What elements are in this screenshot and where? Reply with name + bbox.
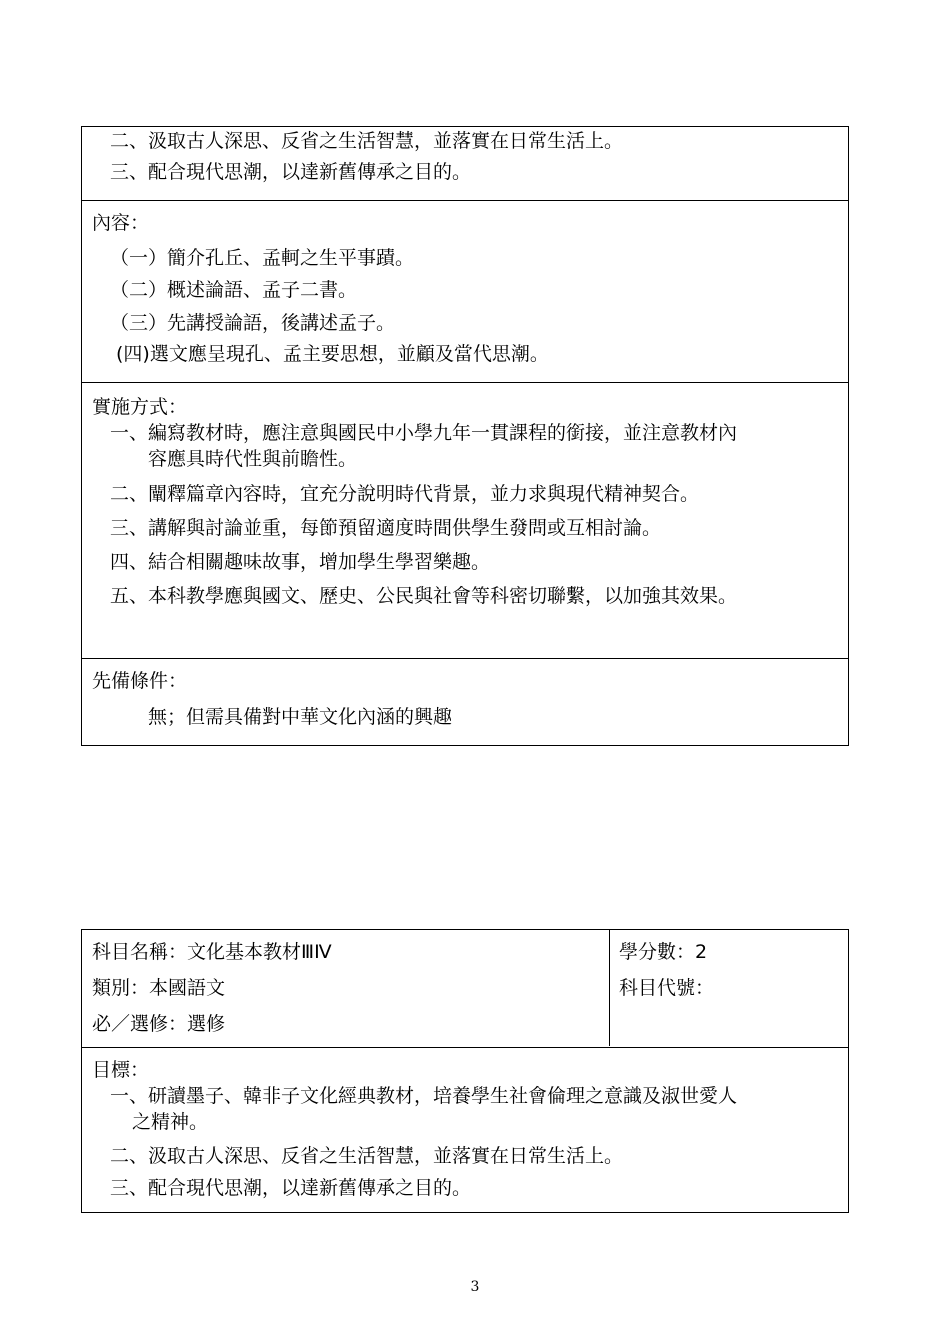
goals-section [82, 1047, 848, 1212]
implementation-item: 四、結合相關趣味故事，增加學生學習樂趣。 [110, 551, 491, 573]
implementation-label: 實施方式： [92, 396, 188, 418]
implementation-item: 二、闡釋篇章內容時，宜充分說明時代背景，並力求與現代精神契合。 [110, 483, 700, 505]
subject-name: 科目名稱：文化基本教材ⅢⅣ [92, 941, 332, 963]
subject-required: 必／選修：選修 [92, 1013, 226, 1035]
subject-header-section [82, 930, 848, 1047]
subject-category: 類別：本國語文 [92, 977, 226, 999]
goal-item-1: 一、研讀墨子、韓非子文化經典教材，培養學生社會倫理之意識及淑世愛人 [110, 1085, 738, 1107]
content-label: 內容： [92, 212, 150, 234]
course-outline-table-bottom [81, 929, 849, 1213]
subject-code: 科目代號： [619, 977, 715, 999]
content-item: (四)選文應呈現孔、孟主要思想，並顧及當代思潮。 [116, 343, 549, 365]
goal-item-3: 三、配合現代思潮，以達新舊傳承之目的。 [110, 1177, 472, 1199]
subject-credits: 學分數：2 [619, 941, 708, 963]
content-item: （三）先講授論語，後講述孟子。 [110, 312, 396, 334]
prerequisite-section [82, 658, 848, 745]
implementation-item: 五、本科教學應與國文、歷史、公民與社會等科密切聯繫，以加強其效果。 [110, 585, 738, 607]
content-item: （一）簡介孔丘、孟軻之生平事蹟。 [110, 247, 415, 269]
implementation-item-1-cont: 容應具時代性與前瞻性。 [148, 448, 358, 470]
goal-item-2: 二、汲取古人深思、反省之生活智慧，並落實在日常生活上。 [110, 1145, 624, 1167]
subject-info-cell [82, 930, 610, 1046]
prerequisite-text: 無；但需具備對中華文化內涵的興趣 [148, 706, 453, 728]
implementation-item: 三、講解與討論並重，每節預留適度時間供學生發問或互相討論。 [110, 517, 662, 539]
goal-item-2: 二、汲取古人深思、反省之生活智慧，並落實在日常生活上。 [110, 130, 624, 152]
goals-continued-section [82, 127, 848, 200]
goal-item-1-cont: 之精神。 [132, 1111, 209, 1133]
implementation-item-1: 一、編寫教材時，應注意與國民中小學九年一貫課程的銜接，並注意教材內 [110, 422, 738, 444]
content-section [82, 200, 848, 382]
prerequisite-label: 先備條件： [92, 670, 188, 692]
goal-item-3: 三、配合現代思潮，以達新舊傳承之目的。 [110, 161, 472, 183]
course-outline-table-top [81, 126, 849, 746]
implementation-section [82, 382, 848, 658]
content-item: （二）概述論語、孟子二書。 [110, 279, 358, 301]
page-number: 3 [470, 1279, 480, 1295]
goals-label: 目標： [92, 1059, 150, 1081]
